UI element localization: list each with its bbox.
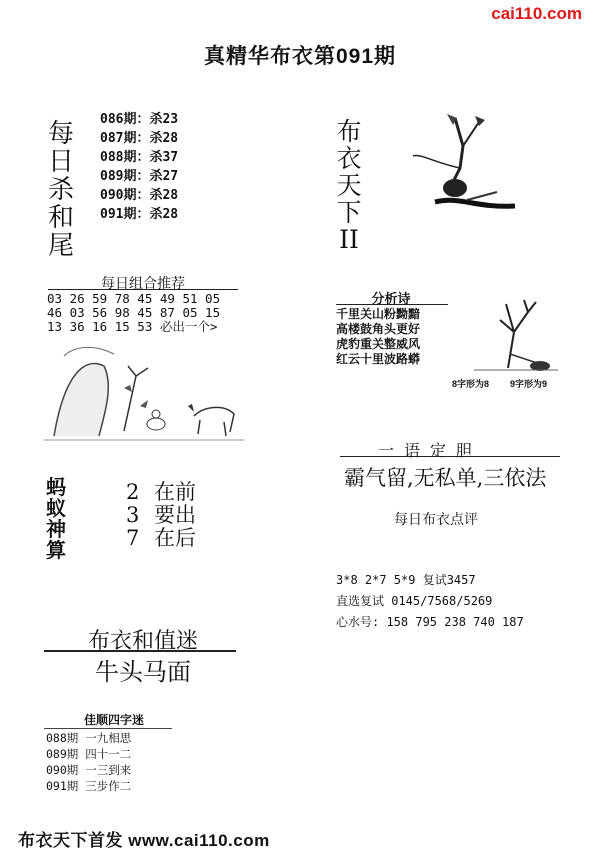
ant-god-label: 蚂 蚁 神 算	[46, 477, 66, 562]
footer-link[interactable]: 布衣天下首发 www.cai110.com	[18, 831, 270, 850]
divider	[336, 304, 448, 305]
riddle-answer: 牛头马面	[95, 658, 191, 686]
divider	[340, 456, 560, 457]
list-item: 090期 一三到来	[46, 763, 132, 777]
list-item: 088期：杀37	[100, 150, 179, 165]
list-item: 088期 一九相思	[46, 731, 132, 745]
list-item: 13 36 16 15 53 必出一个>	[47, 319, 218, 334]
ant-god-row: 3 要出	[126, 503, 196, 527]
list-item: 3*8 2*7 5*9 复试3457	[336, 573, 476, 587]
daily-kill-list	[100, 110, 178, 224]
list-item: 089期：杀27	[100, 169, 179, 184]
site-logo[interactable]: cai110.com	[491, 4, 582, 23]
tree-illustration	[470, 294, 560, 374]
list-item: 089期 四十一二	[46, 747, 132, 761]
list-item: 090期：杀28	[100, 188, 179, 203]
divider	[44, 728, 172, 729]
daily-kill-label: 每 日 杀 和 尾	[47, 119, 74, 261]
ink-plant-illustration	[405, 108, 525, 218]
list-item: 03 26 59 78 45 49 51 05	[47, 291, 221, 306]
analysis-poem	[336, 307, 420, 367]
list-item: 087期：杀28	[100, 131, 179, 146]
four-char-list	[46, 730, 131, 794]
analysis-poem-title: 分析诗	[371, 291, 411, 306]
list-item: 高楼鼓角头更好	[336, 322, 421, 336]
combo-numbers	[47, 292, 220, 334]
ant-god-row: 7 在后	[126, 526, 196, 550]
list-item: 091期：杀28	[100, 207, 179, 222]
list-item: 红云十里波路蟒	[336, 352, 421, 366]
riddle-title: 布衣和值迷	[87, 629, 198, 654]
four-char-title: 佳顺四字迷	[84, 713, 145, 727]
list-item: 直选复试 0145/7568/5269	[336, 594, 493, 608]
list-item: 千里关山粉黝黯	[336, 307, 421, 321]
list-item: 46 03 56 98 45 87 05 15	[47, 305, 221, 320]
combo-title: 每日组合推荐	[101, 276, 185, 292]
list-item: 086期：杀23	[100, 112, 179, 127]
caption-left: 8字形为8	[452, 379, 490, 389]
caption-right: 9字形为9	[510, 379, 548, 389]
list-item: 091期 三步作二	[46, 779, 132, 793]
daily-review-title: 每日布衣点评	[394, 512, 478, 528]
one-word-text: 霸气留,无私单,三依法	[344, 466, 547, 490]
sketch-illustration	[44, 336, 244, 446]
divider	[48, 289, 238, 290]
daily-review-list	[336, 570, 524, 633]
page-title: 真精华布衣第091期	[203, 45, 397, 68]
ant-god-row: 2 在前	[126, 480, 196, 504]
list-item: 虎豹重关整威风	[336, 337, 421, 351]
one-word-title: 一语定胆	[378, 441, 483, 460]
brand-vertical: 布 衣 天 下 II	[336, 117, 362, 254]
list-item: 心水号: 158 795 238 740 187	[336, 615, 524, 629]
